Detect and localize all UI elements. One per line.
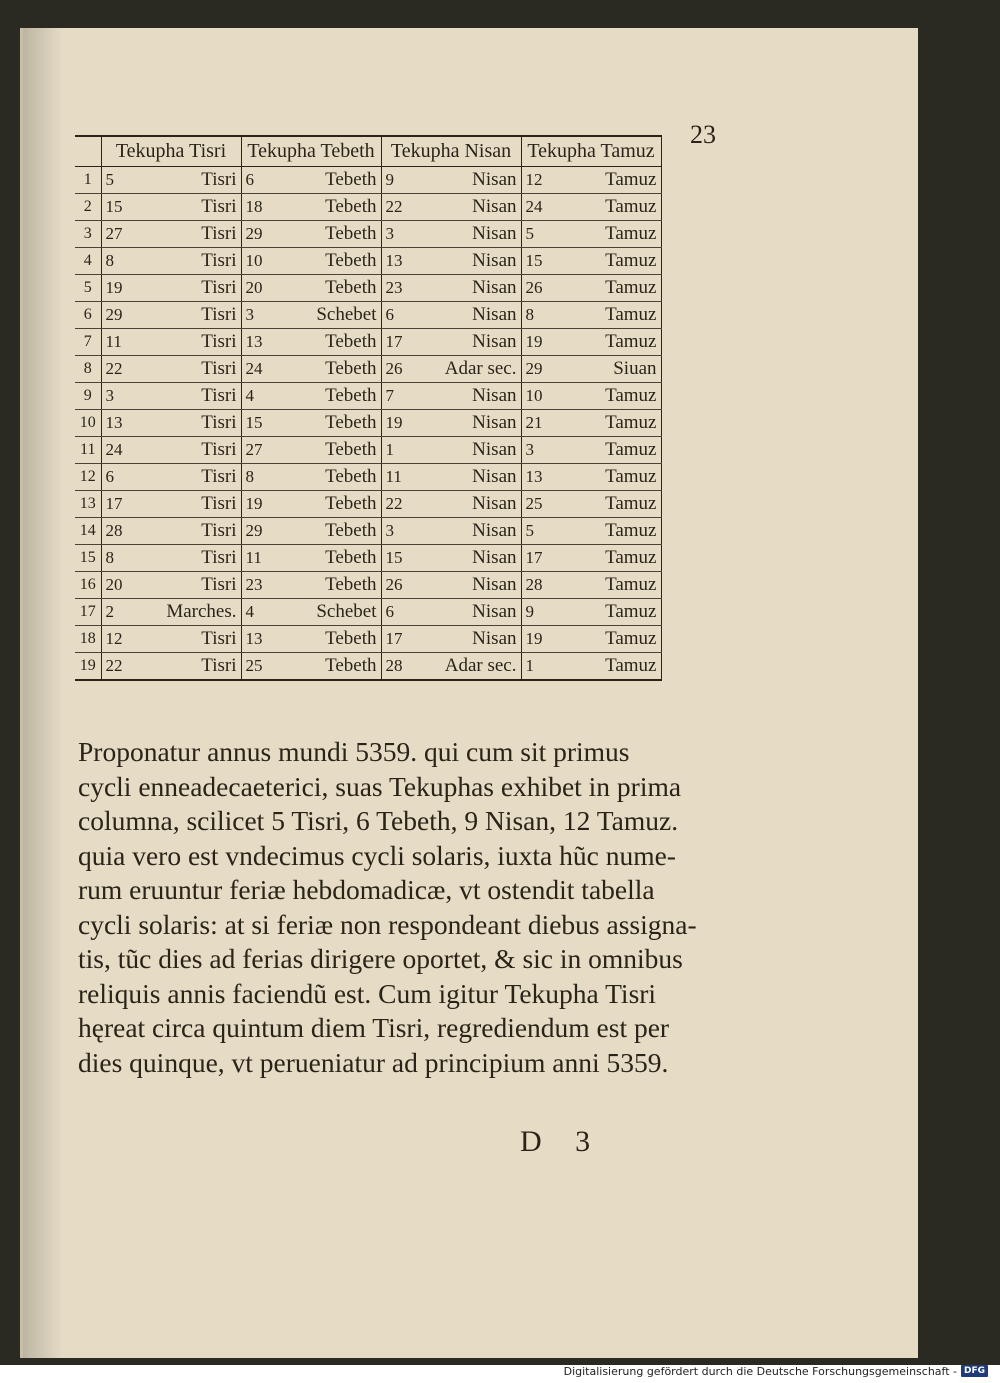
day-cell: 26 (381, 355, 431, 382)
month-cell: Adar sec. (431, 355, 521, 382)
table-row (75, 544, 661, 571)
day-cell: 6 (381, 598, 431, 625)
month-cell: Tisri (151, 490, 241, 517)
month-cell: Tamuz (571, 571, 661, 598)
day-cell: 5 (101, 166, 151, 193)
day-cell: 20 (101, 571, 151, 598)
day-cell: 13 (521, 463, 571, 490)
day-cell: 12 (521, 166, 571, 193)
text-line: quia vero est vndecimus cycli solaris, iuxta hũc nume- (78, 839, 676, 871)
day-cell: 4 (241, 382, 291, 409)
day-cell: 6 (241, 166, 291, 193)
month-cell: Schebet (291, 301, 381, 328)
text-line: hęreat circa quintum diem Tisri, regrediendum est per (78, 1012, 670, 1043)
day-cell: 15 (381, 544, 431, 571)
day-cell: 21 (521, 409, 571, 436)
month-cell: Tebeth (291, 193, 381, 220)
month-cell: Schebet (291, 598, 381, 625)
day-cell: 25 (241, 652, 291, 680)
month-cell: Nisan (431, 598, 521, 625)
month-cell: Tisri (151, 220, 241, 247)
text-line: cycli solaris: at si feriæ non respondeant diebus assigna- (78, 908, 697, 940)
day-cell: 3 (521, 436, 571, 463)
month-cell: Tebeth (291, 490, 381, 517)
month-cell: Tebeth (291, 382, 381, 409)
day-cell: 22 (101, 355, 151, 382)
day-cell: 12 (101, 625, 151, 652)
month-cell: Tamuz (571, 436, 661, 463)
day-cell: 7 (381, 382, 431, 409)
month-cell: Nisan (431, 517, 521, 544)
day-cell: 17 (381, 625, 431, 652)
day-cell: 1 (381, 436, 431, 463)
day-cell: 19 (101, 274, 151, 301)
month-cell: Tisri (151, 544, 241, 571)
day-cell: 17 (101, 490, 151, 517)
table-row (75, 436, 661, 463)
day-cell: 11 (381, 463, 431, 490)
month-cell: Nisan (431, 382, 521, 409)
day-cell: 26 (381, 571, 431, 598)
table-row (75, 301, 661, 328)
month-cell: Tisri (151, 301, 241, 328)
month-cell: Nisan (431, 625, 521, 652)
day-cell: 8 (101, 544, 151, 571)
month-cell: Tisri (151, 193, 241, 220)
day-cell: 10 (521, 382, 571, 409)
day-cell: 5 (521, 220, 571, 247)
year-cell: 17 (75, 598, 101, 625)
day-cell: 29 (521, 355, 571, 382)
day-cell: 24 (521, 193, 571, 220)
month-cell: Nisan (431, 490, 521, 517)
day-cell: 17 (381, 328, 431, 355)
month-cell: Tamuz (571, 328, 661, 355)
month-cell: Tebeth (291, 328, 381, 355)
month-cell: Siuan (571, 355, 661, 382)
text-line: columna, scilicet 5 Tisri, 6 Tebeth, 9 Nisan, 12 Tamuz. (78, 805, 679, 836)
day-cell: 6 (101, 463, 151, 490)
month-cell: Tisri (151, 652, 241, 680)
month-cell: Tamuz (571, 247, 661, 274)
table-row (75, 220, 661, 247)
month-cell: Tisri (151, 247, 241, 274)
day-cell: 1 (521, 652, 571, 680)
table-header-row (75, 136, 661, 166)
day-cell: 9 (381, 166, 431, 193)
day-cell: 19 (521, 328, 571, 355)
month-cell: Tamuz (571, 490, 661, 517)
month-cell: Tamuz (571, 652, 661, 680)
day-cell: 27 (241, 436, 291, 463)
day-cell: 11 (101, 328, 151, 355)
table-row (75, 166, 661, 193)
table-row (75, 409, 661, 436)
month-cell: Tamuz (571, 409, 661, 436)
month-cell: Tamuz (571, 193, 661, 220)
year-cell: 16 (75, 571, 101, 598)
month-cell: Tamuz (571, 220, 661, 247)
table-row (75, 490, 661, 517)
table-row (75, 571, 661, 598)
dfg-logo: DFG (961, 1365, 988, 1377)
day-cell: 28 (521, 571, 571, 598)
month-cell: Tisri (151, 274, 241, 301)
day-cell: 29 (101, 301, 151, 328)
month-cell: Tamuz (571, 463, 661, 490)
month-cell: Tebeth (291, 625, 381, 652)
month-cell: Tebeth (291, 571, 381, 598)
table-row (75, 355, 661, 382)
table-row (75, 193, 661, 220)
day-cell: 24 (101, 436, 151, 463)
day-cell: 18 (241, 193, 291, 220)
day-cell: 8 (241, 463, 291, 490)
month-cell: Tisri (151, 436, 241, 463)
year-cell: 19 (75, 652, 101, 680)
body-paragraph (78, 735, 718, 1080)
month-cell: Tebeth (291, 166, 381, 193)
text-line: cycli enneadecaeterici, suas Tekuphas exhibet in prima (78, 770, 682, 802)
table-row (75, 274, 661, 301)
month-cell: Tebeth (291, 355, 381, 382)
year-cell: 4 (75, 247, 101, 274)
table-row (75, 598, 661, 625)
year-cell: 9 (75, 382, 101, 409)
month-cell: Tebeth (291, 463, 381, 490)
month-cell: Tebeth (291, 247, 381, 274)
table-body (75, 166, 661, 680)
day-cell: 3 (241, 301, 291, 328)
day-cell: 3 (381, 220, 431, 247)
month-cell: Tamuz (571, 517, 661, 544)
column-header: Tekupha Nisan (381, 136, 521, 166)
month-cell: Tisri (151, 625, 241, 652)
month-cell: Tamuz (571, 598, 661, 625)
month-cell: Tisri (151, 355, 241, 382)
table-row (75, 517, 661, 544)
month-cell: Tamuz (571, 166, 661, 193)
day-cell: 19 (241, 490, 291, 517)
day-cell: 22 (381, 193, 431, 220)
month-cell: Tebeth (291, 409, 381, 436)
footer-text: Digitalisierung gefördert durch die Deutsche Forschungsgemeinschaft - (563, 1364, 957, 1378)
month-cell: Tamuz (571, 301, 661, 328)
day-cell: 23 (241, 571, 291, 598)
month-cell: Marches. (151, 598, 241, 625)
day-cell: 8 (521, 301, 571, 328)
month-cell: Nisan (431, 166, 521, 193)
month-cell: Tebeth (291, 220, 381, 247)
table-row (75, 382, 661, 409)
month-cell: Nisan (431, 274, 521, 301)
year-cell: 1 (75, 166, 101, 193)
day-cell: 8 (101, 247, 151, 274)
year-cell: 11 (75, 436, 101, 463)
signature-mark: D 3 (520, 1125, 591, 1158)
day-cell: 17 (521, 544, 571, 571)
year-cell: 3 (75, 220, 101, 247)
text-line: Proponatur annus mundi 5359. qui cum sit primus (78, 736, 630, 767)
month-cell: Nisan (431, 544, 521, 571)
month-cell: Nisan (431, 436, 521, 463)
year-cell: 6 (75, 301, 101, 328)
day-cell: 15 (101, 193, 151, 220)
table-row (75, 328, 661, 355)
day-cell: 15 (521, 247, 571, 274)
day-cell: 4 (241, 598, 291, 625)
month-cell: Nisan (431, 193, 521, 220)
table-row (75, 625, 661, 652)
day-cell: 22 (101, 652, 151, 680)
binding-shadow (23, 28, 63, 1358)
month-cell: Nisan (431, 328, 521, 355)
day-cell: 3 (381, 517, 431, 544)
month-cell: Tamuz (571, 544, 661, 571)
month-cell: Tisri (151, 166, 241, 193)
table-row (75, 247, 661, 274)
month-cell: Nisan (431, 409, 521, 436)
page-number: 23 (690, 120, 716, 149)
day-cell: 13 (101, 409, 151, 436)
month-cell: Tebeth (291, 274, 381, 301)
month-cell: Tebeth (291, 436, 381, 463)
month-cell: Nisan (431, 301, 521, 328)
day-cell: 6 (381, 301, 431, 328)
year-cell: 5 (75, 274, 101, 301)
month-cell: Nisan (431, 571, 521, 598)
table-row (75, 463, 661, 490)
month-cell: Nisan (431, 220, 521, 247)
day-cell: 13 (241, 625, 291, 652)
month-cell: Tebeth (291, 652, 381, 680)
day-cell: 5 (521, 517, 571, 544)
day-cell: 13 (241, 328, 291, 355)
month-cell: Tamuz (571, 625, 661, 652)
month-cell: Nisan (431, 247, 521, 274)
digitization-footer (564, 1364, 988, 1378)
tekupha-table (75, 135, 662, 681)
column-header: Tekupha Tisri (101, 136, 241, 166)
month-cell: Tisri (151, 409, 241, 436)
day-cell: 23 (381, 274, 431, 301)
day-cell: 29 (241, 220, 291, 247)
year-cell: 14 (75, 517, 101, 544)
year-cell: 7 (75, 328, 101, 355)
month-cell: Tisri (151, 517, 241, 544)
day-cell: 11 (241, 544, 291, 571)
month-cell: Tisri (151, 571, 241, 598)
day-cell: 15 (241, 409, 291, 436)
text-line: reliquis annis faciendũ est. Cum igitur Tekupha Tisri (78, 977, 657, 1009)
year-column-header (75, 136, 101, 166)
text-line: dies quinque, vt perueniatur ad principium anni 5359. (78, 1046, 669, 1078)
day-cell: 28 (101, 517, 151, 544)
year-cell: 10 (75, 409, 101, 436)
day-cell: 26 (521, 274, 571, 301)
year-cell: 15 (75, 544, 101, 571)
text-line: tis, tũc dies ad ferias dirigere oportet, & sic in omnibus (78, 943, 683, 974)
day-cell: 27 (101, 220, 151, 247)
month-cell: Tisri (151, 328, 241, 355)
month-cell: Nisan (431, 463, 521, 490)
year-cell: 13 (75, 490, 101, 517)
day-cell: 13 (381, 247, 431, 274)
month-cell: Tamuz (571, 382, 661, 409)
day-cell: 25 (521, 490, 571, 517)
year-cell: 8 (75, 355, 101, 382)
year-cell: 18 (75, 625, 101, 652)
table-row (75, 652, 661, 680)
day-cell: 9 (521, 598, 571, 625)
day-cell: 22 (381, 490, 431, 517)
day-cell: 24 (241, 355, 291, 382)
month-cell: Tisri (151, 463, 241, 490)
day-cell: 19 (521, 625, 571, 652)
text-line: rum eruuntur feriæ hebdomadicæ, vt ostendit tabella (78, 874, 655, 905)
day-cell: 19 (381, 409, 431, 436)
month-cell: Tebeth (291, 544, 381, 571)
year-cell: 12 (75, 463, 101, 490)
month-cell: Tisri (151, 382, 241, 409)
day-cell: 3 (101, 382, 151, 409)
day-cell: 28 (381, 652, 431, 680)
column-header: Tekupha Tamuz (521, 136, 661, 166)
month-cell: Tamuz (571, 274, 661, 301)
month-cell: Tebeth (291, 517, 381, 544)
day-cell: 10 (241, 247, 291, 274)
month-cell: Adar sec. (431, 652, 521, 680)
day-cell: 2 (101, 598, 151, 625)
day-cell: 29 (241, 517, 291, 544)
year-cell: 2 (75, 193, 101, 220)
column-header: Tekupha Tebeth (241, 136, 381, 166)
day-cell: 20 (241, 274, 291, 301)
